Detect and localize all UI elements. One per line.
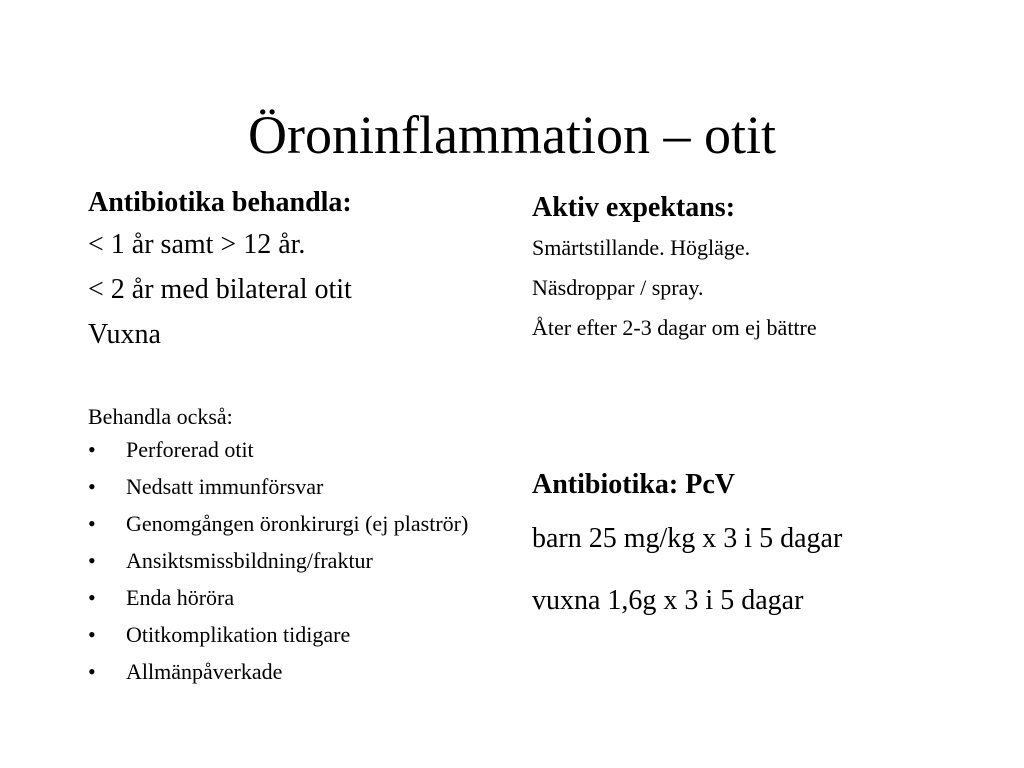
criteria-line: < 2 år med bilateral otit xyxy=(88,274,352,305)
list-item: • Perforerad otit xyxy=(88,437,254,462)
bullet-icon: • xyxy=(88,474,96,499)
advice-line: Näsdroppar / spray. xyxy=(532,275,704,300)
list-item: • Ansiktsmissbildning/fraktur xyxy=(88,548,373,573)
dosage-line: barn 25 mg/kg x 3 i 5 dagar xyxy=(532,523,843,554)
list-item: • Otitkomplikation tidigare xyxy=(88,622,351,647)
list-item: • Nedsatt immunförsvar xyxy=(88,474,324,499)
list-item: • Allmänpåverkade xyxy=(88,659,283,684)
advice-line: Åter efter 2-3 dagar om ej bättre xyxy=(532,315,817,340)
slide-title: Öroninflammation – otit xyxy=(248,105,776,165)
list-item: • Enda höröra xyxy=(88,585,235,610)
advice-line: Smärtstillande. Högläge. xyxy=(532,235,751,260)
dosage-line: vuxna 1,6g x 3 i 5 dagar xyxy=(532,585,804,616)
also-treat-list xyxy=(88,437,488,685)
bullet-icon: • xyxy=(88,585,96,610)
list-item: • Genomgången öronkirurgi (ej plaströr) xyxy=(88,511,469,536)
antibiotics-heading: Antibiotika behandla: xyxy=(88,187,352,218)
bullet-icon: • xyxy=(88,659,96,684)
antibiotics-pcv-heading: Antibiotika: PcV xyxy=(532,469,735,500)
left-column xyxy=(88,184,488,696)
bullet-icon: • xyxy=(88,437,96,462)
bullet-icon: • xyxy=(88,548,96,573)
right-column xyxy=(532,188,992,634)
also-treat-heading: Behandla också: xyxy=(88,404,233,429)
criteria-line: Vuxna xyxy=(88,319,161,350)
criteria-line: < 1 år samt > 12 år. xyxy=(88,229,306,260)
bullet-icon: • xyxy=(88,511,96,536)
bullet-icon: • xyxy=(88,622,96,647)
active-expectance-heading: Aktiv expektans: xyxy=(532,192,736,223)
